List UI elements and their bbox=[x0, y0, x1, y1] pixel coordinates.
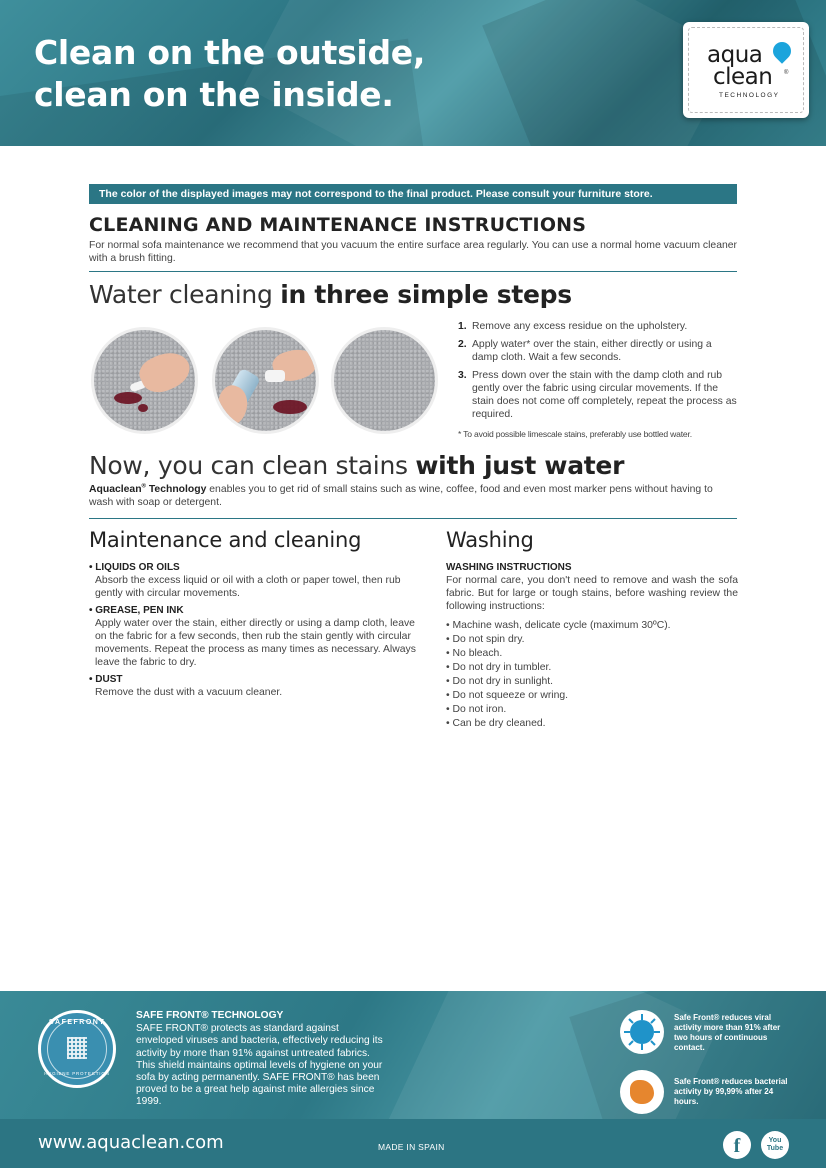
brand-word: Aquaclean bbox=[89, 484, 142, 495]
stains-title-light: Now, you can clean stains bbox=[89, 451, 416, 480]
facebook-icon[interactable]: f bbox=[723, 1131, 751, 1159]
logo-word-clean: clean bbox=[713, 64, 773, 90]
safefront-badge-icon bbox=[38, 1010, 116, 1088]
washing-list-item: • Do not dry in tumbler. bbox=[446, 662, 552, 673]
bacteria-icon-core bbox=[630, 1080, 654, 1104]
step-item bbox=[458, 369, 740, 421]
step-number: 3. bbox=[458, 370, 467, 381]
maintenance-item-title: • DUST bbox=[89, 674, 123, 685]
brand-name bbox=[89, 484, 206, 495]
aquaclean-logo bbox=[683, 22, 809, 118]
maintenance-item bbox=[89, 673, 419, 699]
maintenance-item-body: Apply water over the stain, either directly or using a damp cloth, leave on the fabric for a few seconds, then rub the stain gently with circular movements. Repeat the process as many times as necessary. Always leave the fabric to dry. bbox=[95, 618, 416, 668]
safefront-title: SAFE FRONT® TECHNOLOGY bbox=[136, 1010, 284, 1021]
washing-list-item: • Can be dry cleaned. bbox=[446, 718, 546, 729]
water-title-bold: in three simple steps bbox=[280, 280, 572, 309]
headline bbox=[34, 32, 425, 116]
water-cleaning-title bbox=[89, 280, 572, 309]
bacteria-icon bbox=[620, 1070, 664, 1114]
logo-word-aqua: aqua bbox=[707, 42, 763, 68]
steps-list bbox=[458, 320, 740, 426]
safefront-description bbox=[136, 1010, 386, 1109]
divider bbox=[89, 271, 737, 272]
wine-stain bbox=[273, 400, 307, 414]
stains-text: enables you to get rid of small stains such as wine, coffee, food and even most marker pens without having to wash with soap or detergent. bbox=[89, 484, 713, 508]
made-in-spain: MADE IN SPAIN bbox=[378, 1142, 445, 1152]
step-item bbox=[458, 338, 740, 364]
maintenance-item-title: • GREASE, PEN INK bbox=[89, 605, 184, 616]
safefront-text: SAFE FRONT® protects as standard against enveloped viruses and bacteria, effectively reducing its activity by more than 91% against untreated fabrics. This shield maintains optimal levels of hygiene on your sofa by acting permanently. SAFE FRONT® has been proved to be a great help against mite allergies since 1999. bbox=[136, 1023, 383, 1108]
instructions-intro: For normal sofa maintenance we recommend that you vacuum the entire surface area regularly. You can use a normal home vacuum cleaner with a brush fitting. bbox=[89, 240, 737, 264]
maintenance-list bbox=[89, 561, 419, 703]
washing-list-item: • Do not squeeze or wring. bbox=[446, 690, 569, 701]
washing-section bbox=[446, 561, 738, 731]
step-number: 1. bbox=[458, 321, 467, 332]
headline-line-1: Clean on the outside, bbox=[34, 33, 426, 72]
maintenance-item bbox=[89, 561, 419, 600]
virus-icon bbox=[620, 1010, 664, 1054]
badge-grid-icon bbox=[67, 1037, 87, 1059]
washing-list bbox=[446, 619, 738, 731]
headline-line-2: clean on the inside. bbox=[34, 75, 394, 114]
washing-list-item: • Do not dry in sunlight. bbox=[446, 676, 554, 687]
maintenance-item-title: • LIQUIDS OR OILS bbox=[89, 562, 180, 573]
maintenance-item-body: Absorb the excess liquid or oil with a cloth or paper towel, then rub gently with circular movements. bbox=[95, 575, 401, 599]
youtube-icon[interactable]: You Tube bbox=[761, 1131, 789, 1159]
step-text: Apply water* over the stain, either directly or using a damp cloth. Wait a few seconds. bbox=[472, 339, 712, 363]
header-banner bbox=[0, 0, 826, 146]
footer bbox=[0, 991, 826, 1168]
maintenance-title: Maintenance and cleaning bbox=[89, 528, 362, 552]
stains-title bbox=[89, 451, 624, 480]
instructions-title: CLEANING AND MAINTENANCE INSTRUCTIONS bbox=[89, 214, 587, 236]
bacteria-stat: Safe Front® reduces bacterial activity by 99,99% after 24 hours. bbox=[674, 1077, 788, 1106]
washing-list-item: • Do not spin dry. bbox=[446, 634, 525, 645]
brand-tech: Technology bbox=[145, 484, 207, 495]
washing-list-item: • No bleach. bbox=[446, 648, 503, 659]
washing-subtitle: WASHING INSTRUCTIONS bbox=[446, 562, 572, 573]
maintenance-item bbox=[89, 604, 419, 669]
wine-stain bbox=[138, 404, 148, 412]
washing-intro: For normal care, you don't need to remove and wash the sofa fabric. But for large or tough stains, before washing review the following instructions: bbox=[446, 575, 738, 612]
cloth bbox=[265, 370, 285, 382]
fabric-texture bbox=[334, 330, 435, 431]
step-item bbox=[458, 320, 740, 333]
washing-title: Washing bbox=[446, 528, 534, 552]
step-3-image bbox=[331, 327, 438, 434]
step-1-image bbox=[91, 327, 198, 434]
color-notice-bar: The color of the displayed images may not correspond to the final product. Please consult your furniture store. bbox=[89, 184, 737, 204]
maintenance-item-body: Remove the dust with a vacuum cleaner. bbox=[95, 687, 283, 698]
water-title-light: Water cleaning bbox=[89, 280, 281, 309]
logo-registered-mark: ® bbox=[784, 70, 789, 76]
divider bbox=[89, 518, 737, 519]
badge-bottom-text: HYGIENE PROTECTION bbox=[44, 1071, 110, 1076]
step-text: Remove any excess residue on the upholstery. bbox=[472, 321, 688, 332]
wine-stain bbox=[114, 392, 142, 404]
washing-list-item: • Do not iron. bbox=[446, 704, 507, 715]
logo-technology: TECHNOLOGY bbox=[719, 92, 780, 99]
badge-top-text: SAFEFRONT bbox=[48, 1019, 106, 1026]
brand-reg: ® bbox=[141, 483, 146, 490]
step-number: 2. bbox=[458, 339, 467, 350]
water-footnote: * To avoid possible limescale stains, preferably use bottled water. bbox=[458, 429, 692, 439]
website-link[interactable]: www.aquaclean.com bbox=[38, 1132, 224, 1153]
virus-stat: Safe Front® reduces viral activity more than 91% after two hours of continuous contact. bbox=[674, 1013, 781, 1052]
stains-title-bold: with just water bbox=[415, 451, 625, 480]
washing-list-item: • Machine wash, delicate cycle (maximum 30ºC). bbox=[446, 620, 671, 631]
step-2-image bbox=[212, 327, 319, 434]
virus-spikes-icon bbox=[620, 1010, 664, 1054]
step-text: Press down over the stain with the damp cloth and rub gently over the fabric using circular movements. If the stain does not come off completely, repeat the process as required. bbox=[472, 370, 737, 420]
stains-paragraph bbox=[89, 483, 737, 509]
